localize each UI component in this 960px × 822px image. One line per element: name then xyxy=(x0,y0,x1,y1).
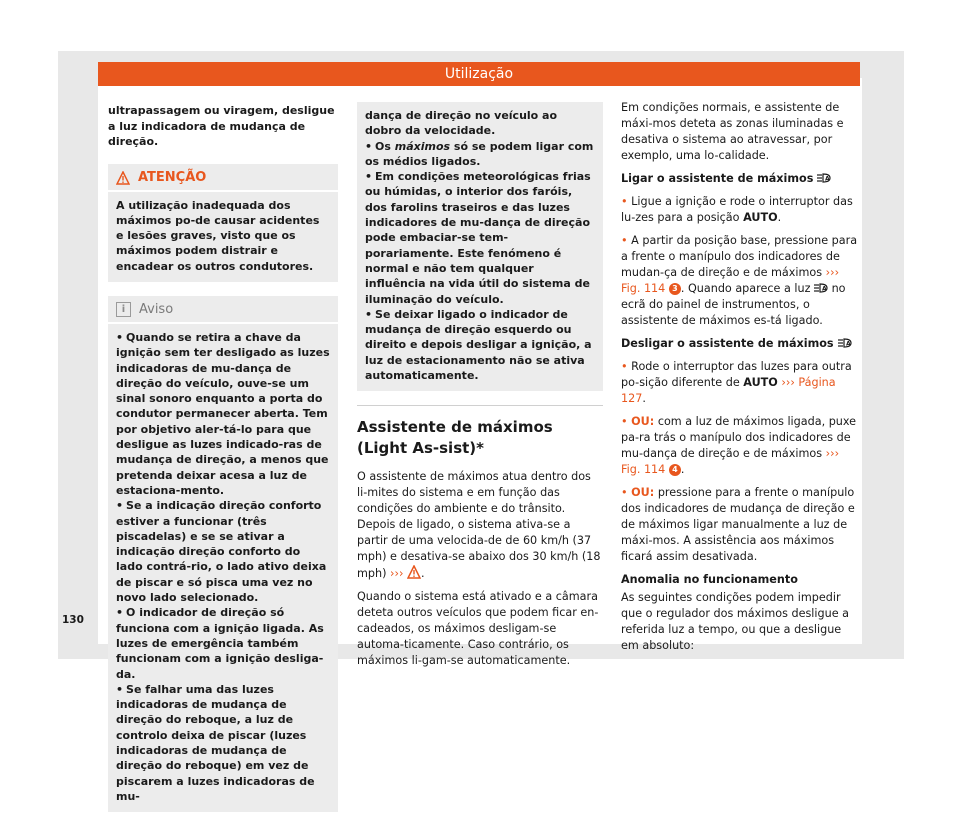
page-header: Utilização xyxy=(98,62,860,86)
figure-link[interactable]: Fig. 114 xyxy=(621,463,666,476)
notice-body-continued xyxy=(365,108,595,383)
bullet-item: • Ligue a ignição e rode o interruptor das lu-zes para a posição AUTO. xyxy=(621,195,853,224)
figure-link[interactable]: Fig. 114 xyxy=(621,282,666,295)
bullet-item: • OU: com a luz de máximos ligada, puxe pa-ra trás o manípulo dos indicadores de mu-dança de direção e de máximos ››› Fig. 114 4 . xyxy=(621,415,857,476)
warning-box xyxy=(108,164,338,282)
paragraph: As seguintes condições podem impedir que o regulador dos máximos desligue a referida luz a tempo, ou que a desligue em absoluto: xyxy=(621,591,849,652)
auto-light-icon: AUTO xyxy=(743,211,778,224)
notice-continued-text: dança de direção no veículo ao dobro da velocidade. xyxy=(365,109,558,138)
notice-item: • Se a indicação direção conforto estiver a funcionar (três piscadelas) e se se ativar a indicação direção conforto do lado contrá-rio, o lado ativo deixa de piscar e só pisca uma vez no novo lado selecionado. xyxy=(116,499,327,605)
notice-body xyxy=(116,330,330,804)
notice-box-continued xyxy=(357,102,603,391)
warning-text: A utilização inadequada dos máximos po-de causar acidentes e lesões graves, visto que os máximos podem distrair e encadear os outros condutores. xyxy=(116,198,320,273)
notice-box xyxy=(108,296,338,812)
warning-triangle-icon xyxy=(116,171,130,185)
warning-header xyxy=(108,168,338,192)
figure-callout: 3 xyxy=(669,283,681,295)
high-beam-assist-icon xyxy=(817,173,831,183)
section-title: Assistente de máximos (Light As-sist)* xyxy=(357,405,603,459)
notice-item: • Quando se retira a chave da ignição sem ter desligado as luzes indicadoras de mu-dança de direção do veículo, ouve-se um sinal sonoro enquanto a porta do condutor permanecer aberta. Tem por objetivo aler-tá-lo para que desligue as luzes indicado-ras de mudança de direção, a menos que pretenda deixar acesa a luz de estaciona-mento. xyxy=(116,330,330,497)
info-icon: i xyxy=(116,302,131,317)
bullet-item: • A partir da posição base, pressione para a frente o manípulo dos indicadores de mudan-ça de direção e de máximos ››› Fig. 114 3 . Quando aparece a luz A no ecrã do painel de instrumentos, o assistente de máximos es-tá ligado. xyxy=(621,234,858,327)
subheading-on: Ligar o assistente de máximos A xyxy=(621,172,830,185)
svg-text:A: A xyxy=(822,285,827,293)
svg-text:A: A xyxy=(825,175,830,183)
warning-title: ATENÇÃO xyxy=(138,169,207,185)
subheading-fault: Anomalia no funcionamento xyxy=(621,573,798,586)
intro-text: ultrapassagem ou viragem, desligue a luz indicadora de mudança de direção. xyxy=(108,104,335,148)
page-link[interactable]: Página 127 xyxy=(621,376,836,405)
notice-title: Aviso xyxy=(139,301,174,317)
svg-text:A: A xyxy=(845,340,851,348)
warning-triangle-icon[interactable] xyxy=(407,565,421,579)
high-beam-assist-icon xyxy=(838,338,852,348)
figure-callout: 4 xyxy=(669,464,681,476)
reference-arrow[interactable]: ››› xyxy=(825,266,840,279)
column-middle xyxy=(357,102,603,676)
notice-item: • Se deixar ligado o indicador de mudança de direção esquerdo ou direito e depois desligar a ignição, a luz de estacionamento não se ativa automaticamente. xyxy=(365,307,592,383)
column-left xyxy=(108,103,338,822)
notice-item: • Se falhar uma das luzes indicadoras de mudança de direção do reboque, a luz de controlo deixa de piscar (luzes indicadoras de mudança de direção do reboque) em vez de piscarem a luzes indicadoras de mu- xyxy=(116,682,315,803)
notice-item: • O indicador de direção só funciona com a ignição ligada. As luzes de emergência também funcionam com a ignição desliga-da. xyxy=(116,606,324,681)
column-right xyxy=(621,100,861,661)
high-beam-assist-icon xyxy=(814,283,828,293)
notice-item: • Os máximos só se podem ligar com os médios ligados. xyxy=(365,139,594,168)
bullet-item: • OU: pressione para a frente o manípulo dos indicadores de mudança de direção e de máximos ligar manualmente a luz de máxi-mos. A assistência aos máximos ficará assim desativada. xyxy=(621,486,855,563)
page-number: 130 xyxy=(62,614,84,626)
reference-arrow[interactable]: ››› xyxy=(390,567,404,581)
notice-header xyxy=(108,300,338,324)
subheading-off: Desligar o assistente de máximos A xyxy=(621,337,851,350)
intro-paragraph: Em condições normais, e assistente de máxi-mos deteta as zonas iluminadas e desativa o sistema ao atravessar, por exemplo, uma lo-calidade. xyxy=(621,101,844,162)
auto-light-icon: AUTO xyxy=(743,376,778,389)
paragraph: Quando o sistema está ativado e a câmara deteta outros veículos que podem ficar en-cadeados, os máximos desligam-se automa-ticamente. Caso contrário, os máximos li-gam-se automaticamente. xyxy=(357,590,599,668)
reference-arrow[interactable]: ››› xyxy=(781,376,795,389)
paragraph: O assistente de máximos atua dentro dos li-mites do sistema e em função das condições do ambiente e do trânsito. Depois de ligado, o sistema ativa-se a partir de uma velocida-de de 60 km/h (37 mph) e desativa-se abaixo dos 30 km/h (18 mph) ››› . xyxy=(357,470,601,581)
reference-arrow[interactable]: ››› xyxy=(825,447,840,460)
notice-item: • Em condições meteorológicas frias ou húmidas, o interior dos faróis, dos farolins traseiros e das luzes indicadores de mu-dança de direção pode embaciar-se tem-porariamente. Este fenómeno é normal e não tem qualquer influência na vida útil do sistema de iluminação do veículo. xyxy=(365,170,591,306)
bullet-item: • Rode o interruptor das luzes para outra po-sição diferente de AUTO ››› Página 127. xyxy=(621,360,852,405)
